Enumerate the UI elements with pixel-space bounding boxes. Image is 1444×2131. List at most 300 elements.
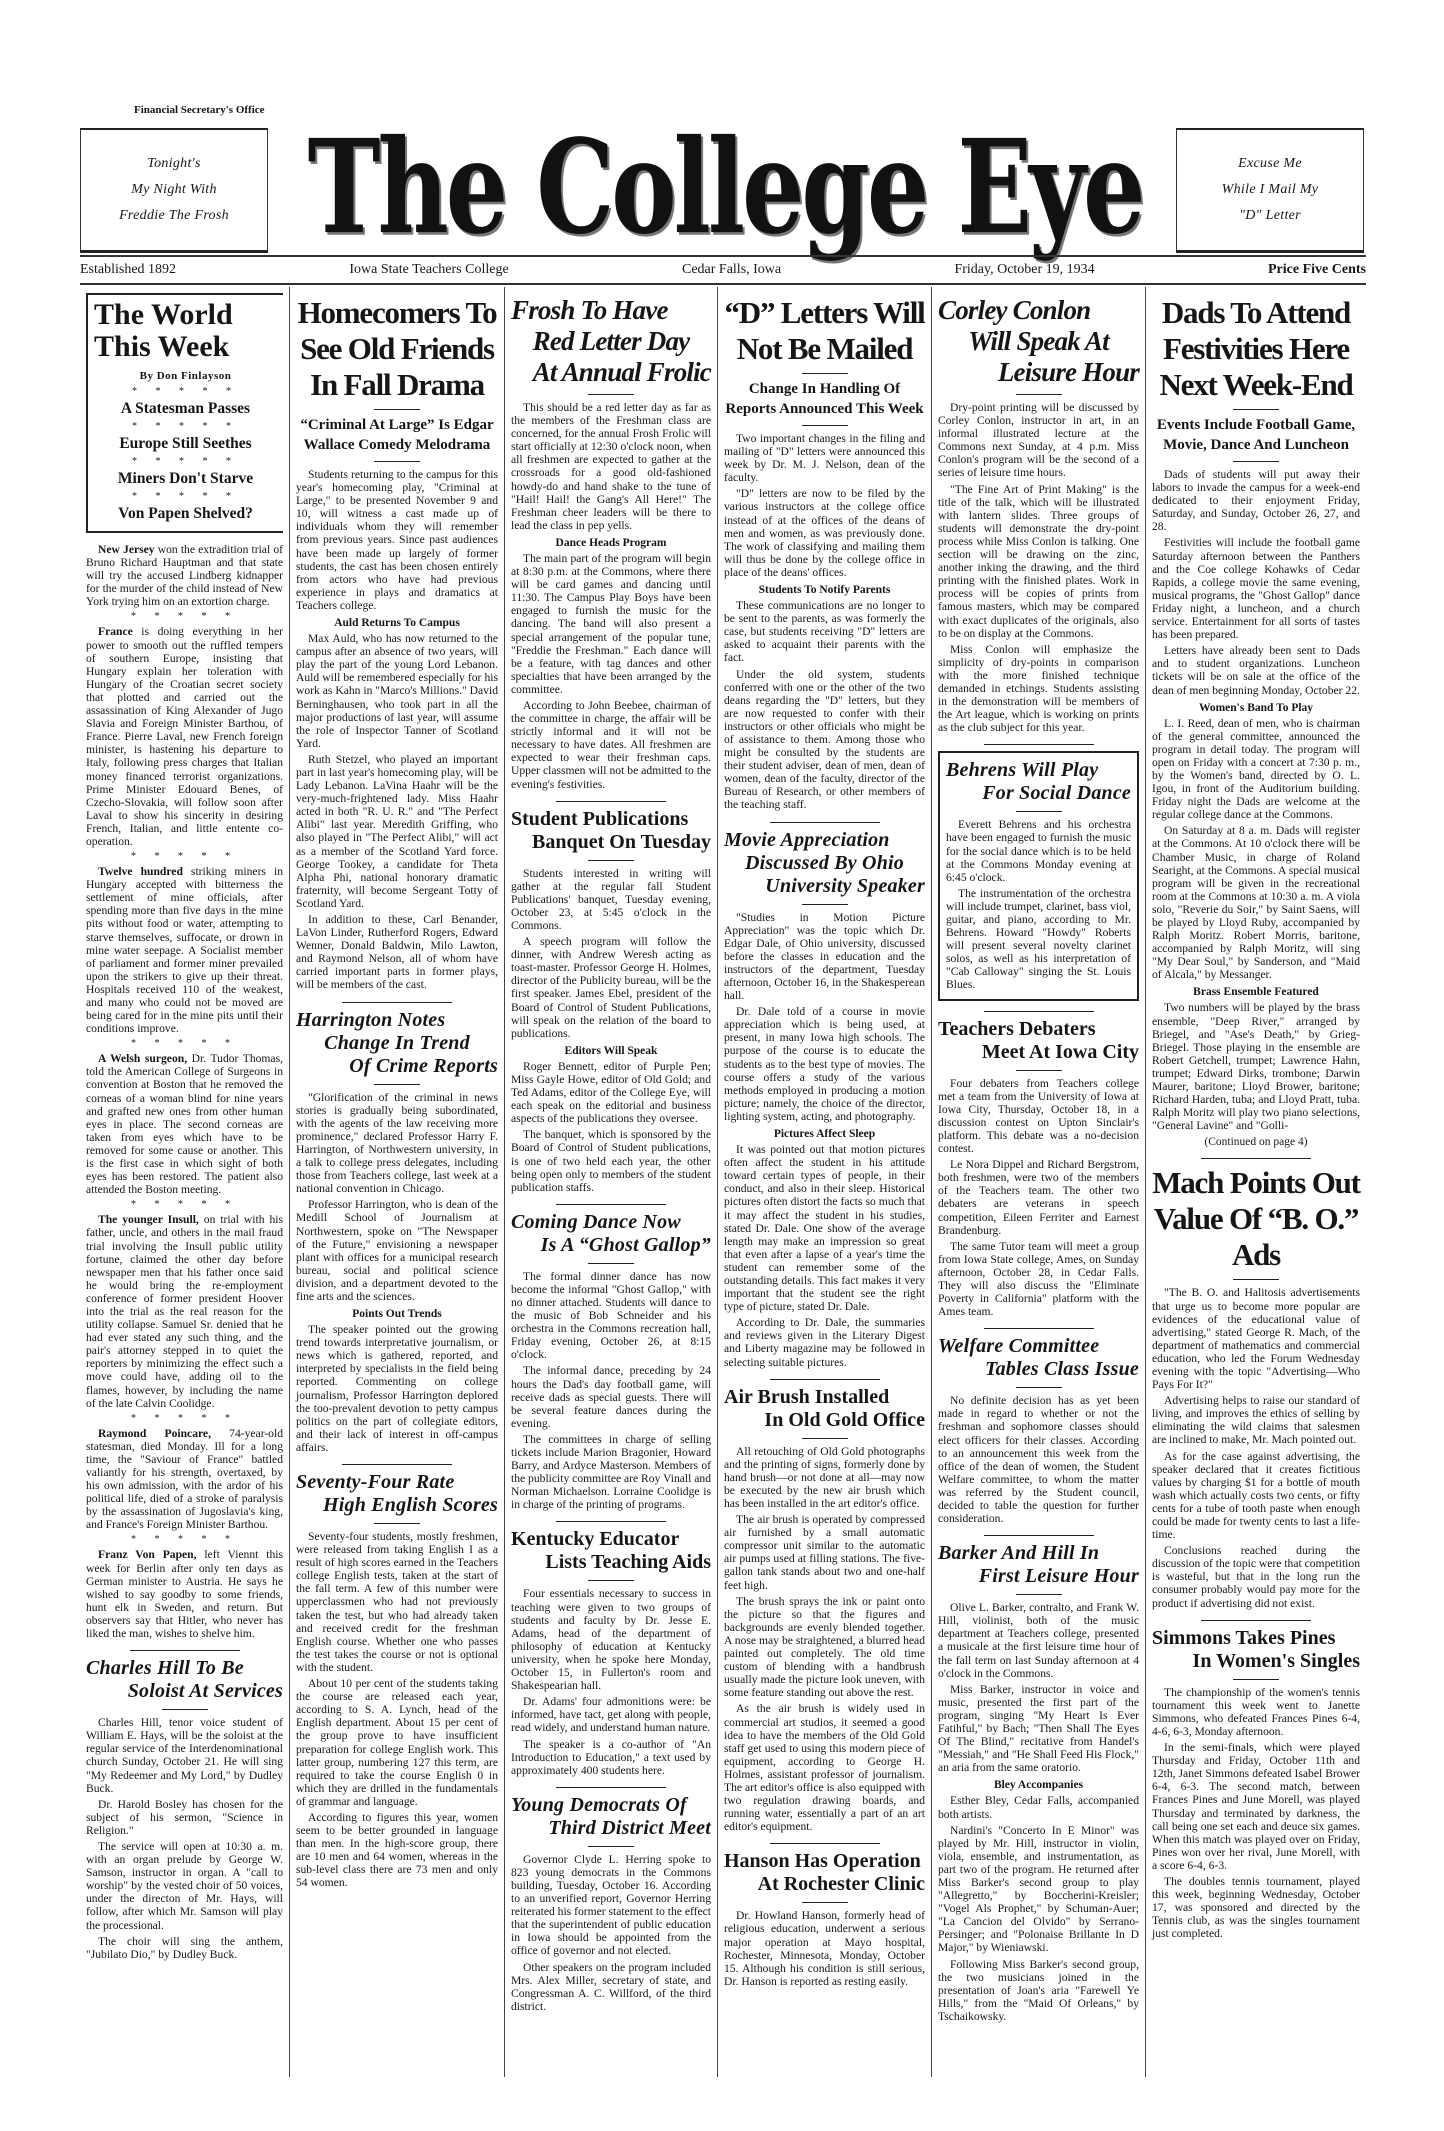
headline	[724, 829, 925, 898]
article	[1152, 1627, 1360, 1941]
paragraph	[1152, 1686, 1360, 1738]
star-separator: * * * * *	[132, 456, 239, 467]
paragraph-text: Dry-point printing will be discussed by Corley Conlon, instructor in art, in an informal illustrated lecture at the Commons next Sunday, at 4 p.m. Miss Conlon's program will be the second of a series of leisure time hours.	[938, 401, 1139, 480]
star-separator: * * * * *	[131, 1038, 238, 1050]
paragraph-text: Two numbers will be played by the brass ensemble, "Deep River," arranged by Briegel, and "Ase's Death," by Grieg-Briegel. Those playing in the ensemble are Robert Getchell, trumpet; Lawrence Hahn, trumpet; Edward Dirks, trombone; Darwin Maurer, baritone; Lloyd Brower, baritone; Richard Harden, tuba; and Lloyd Pratt, tuba. Ralph Moritz will play two piano selections, "General Lavine" and "Golli-	[1152, 1001, 1360, 1133]
paragraph	[724, 599, 925, 664]
ear-right-line: Excuse Me	[1238, 156, 1302, 171]
deck-headline: “Criminal At Large” Is Edgar Wallace Comedy Melodrama	[300, 417, 494, 453]
headline-rule	[1016, 1070, 1062, 1071]
headline	[1152, 295, 1360, 403]
column-1	[80, 287, 290, 2077]
paragraph	[1152, 1544, 1360, 1609]
article	[938, 1018, 1139, 1319]
article	[724, 1850, 925, 1988]
headline-line: Festivities Here	[1163, 331, 1349, 366]
headline	[86, 1657, 283, 1703]
paragraph-text: According to John Beebee, chairman of the committee in charge, the affair will be strictly informal and it will not be necessary to have dates. All freshmen are expected to wear their freshman caps. Upper classmen will not be admitted to the evening's festivities.	[511, 698, 711, 791]
headline	[938, 1542, 1139, 1588]
article	[296, 1471, 498, 1890]
paragraph-text: The choir will sing the anthem, "Jubilato Dio," by Dudley Buck.	[86, 1934, 283, 1961]
article-divider	[342, 1464, 452, 1465]
topic-item: Von Papen Shelved?	[118, 505, 253, 522]
paragraph-text: Letters have already been sent to Dads and to student organizations. Luncheon tickets will be on sale at the office of the dean of men beginning Monday, October 22.	[1152, 644, 1360, 697]
paragraph-text: "The B. O. and Halitosis advertisements that urge us to become more popular are evidences of the educational value of advertising," stated George R. Mach, of the department of mathematics and commercial education, who led the Forum Wednesday evening with the topic "Advertising—Who Pays For It?"	[1152, 1286, 1360, 1392]
headline-line: Frosh To Have	[511, 295, 668, 325]
paragraph-text: In addition to these, Carl Benander, LaVon Linder, Rutherford Rogers, Edward Wenner, Donald Baldwin, Milo Lawton, and Raymond Nelson, all of whom have carried important parts in former plays, will be members of the cast.	[296, 913, 498, 992]
paragraph-text: Four essentials necessary to success in teaching were given to two groups of students and faculty by Dr. Jesse E. Adams, head of the department of philosophy of education at Kentucky university, when he spoke here Monday, October 15, in Fullerton's room and Shakespearian hall.	[511, 1587, 711, 1693]
paragraph	[938, 1394, 1139, 1525]
paragraph-lead: The younger Insull,	[98, 1213, 199, 1227]
headline-rule	[802, 373, 848, 374]
paragraph-text: Governor Clyde L. Herring spoke to 823 young democrats in the Commons building, Tuesday, October 16. According to an unverified report, Governor Herring reiterated his former statement to the effect that the superintendent of public education in Iowa should be appointed from the office of governor and not elected.	[511, 1852, 712, 1958]
paragraph	[1152, 644, 1360, 696]
paragraph	[1152, 1875, 1360, 1940]
deck-rule	[1233, 461, 1279, 462]
article	[938, 1542, 1139, 2023]
paragraph	[296, 1198, 498, 1303]
subheading: Women's Band To Play	[1198, 701, 1314, 714]
article	[511, 1528, 711, 1776]
ear-right-line: While I Mail My	[1221, 182, 1319, 197]
headline-line: Harrington Notes	[296, 1008, 446, 1031]
headline	[724, 295, 925, 367]
paragraph	[946, 818, 1131, 883]
paragraph	[86, 543, 283, 608]
paragraph	[86, 625, 283, 848]
paragraph-text: These communications are no longer to be sent to the parents, as was formerly the case, but students receiving "D" letters are asked to acquaint their parents with the fact.	[724, 599, 925, 665]
paragraph-text: Dr. Adams' four admonitions were: be informed, have tact, get along with people, read widely, and understand human nature.	[511, 1695, 711, 1735]
headline-line: For Social Dance	[982, 782, 1131, 805]
paragraph-text: A speech program will follow the dinner, with Andrew Weresh acting as toast-master. Professor George H. Holmes, director of the Publicity bureau, will be the first speaker. James Ebel, president of the Board of Control of Student Publications, will speak on the relation of the board to publications.	[511, 935, 711, 1040]
paragraph-text: Following Miss Barker's second group, the two musicians joined in the presentation of Joan's aria "Farewell Ye Hills," from the "Maid Of Orleans," by Tschaikowsky.	[938, 1957, 1139, 2023]
star-separator: * * * * *	[131, 1199, 238, 1211]
paragraph-text: The banquet, which is sponsored by the Board of Control of Student publications, is one of two held each year, the other being open only to members of the student publication staffs.	[511, 1128, 711, 1194]
paragraph-text: L. I. Reed, dean of men, who is chairman of the general committee, announced the program in detail today. The program will open on Friday with a concert at 7:30 p. m., by the Women's band, directed by O. L. Igou, in front of the Auditorium building. Friday night the Dads are welcome at the regular college dance at the Commons.	[1152, 716, 1360, 822]
paragraph-lead: Twelve hundred	[98, 865, 183, 879]
paragraph-text: "D" letters are now to be filed by the various instructors at the college office instead of at the offices of the deans of men and women, as was previously done. The work of classifying and mailing them will thus be done by the college office in place of the deans' offices.	[724, 487, 925, 579]
paragraph-text: It was pointed out that motion pictures often affect the student in his attitude toward certain types of people, in their conduct, and also in their sleep. Historical pictures often distort the facts so much that it may affect the student in his studies, stated Dr. Dale. One show of the average length may make an impression so great that even after a lapse of a year's time the student can remember some of the outstanding details. This fact makes it very important that the student see the right type of picture, stated Dr. Dale.	[724, 1143, 925, 1314]
paragraph	[938, 401, 1139, 480]
article-divider	[984, 1535, 1094, 1536]
paragraph-text: The instrumentation of the orchestra will include trumpet, clarinet, bass viol, guitar, and piano, according to Mr. Behrens. Howard "Howdy" Roberts will present several novelty clarinet solos, as well as his interpretation of "Cab Calloway" singing the St. Louis Blues.	[946, 886, 1131, 992]
article-divider	[984, 744, 1094, 745]
paragraph	[1152, 717, 1360, 822]
paragraph	[296, 1811, 498, 1890]
headline	[296, 1009, 498, 1078]
article	[511, 295, 711, 791]
article	[511, 808, 711, 1194]
headline-rule	[1233, 409, 1279, 410]
article	[724, 1386, 925, 1834]
topic-item: Europe Still Seethes	[119, 435, 252, 452]
paragraph-text: Professor Harrington, who is dean of the Medill School of Journalism at Northwestern, spoke on "The Newspaper of the Future," envisioning a newspaper plant with offices for a municipal research bureau, social and political science division, and a department devoted to the fine arts and the sciences.	[296, 1198, 498, 1303]
paragraph	[724, 1595, 925, 1700]
paragraph	[938, 1601, 1139, 1680]
headline-line: Air Brush Installed	[724, 1385, 890, 1408]
paragraph	[296, 1323, 498, 1454]
headline-line: Next Week-End	[1159, 367, 1353, 402]
price: Price Five Cents	[1268, 262, 1366, 277]
subheading: Brass Ensemble Featured	[1193, 986, 1319, 999]
paragraph	[296, 1091, 498, 1196]
ear-left-line: Tonight's	[147, 156, 201, 171]
paragraph	[511, 1270, 711, 1362]
paragraph-lead: Raymond Poincare,	[98, 1426, 211, 1440]
paragraph-text: on trial with his father, uncle, and others in the mail fraud trial involving the Insull public utility fortune, claimed the other day before newspaper men that his father once said he would bring the re-employment conference of former president Hoover into the trial as the real reason for the utility collapse. Samuel Sr. denied that he had ever stated any such thing, and the pair's attorney stepped in to quiet the reporters by minimizing the effect such a move could have, adding oil to the flames, however, by including the name of the late Calvin Coolidge.	[86, 1213, 283, 1410]
headline-rule	[1233, 1279, 1279, 1280]
headline-line: High English Scores	[323, 1494, 498, 1516]
article-divider	[130, 1650, 240, 1651]
paragraph	[86, 1548, 283, 1640]
headline-line: Student Publications	[511, 807, 689, 830]
paragraph	[86, 1798, 283, 1837]
headline-rule	[1016, 1387, 1062, 1388]
headline-line: Tables Class Issue	[984, 1358, 1139, 1381]
article-divider	[984, 1328, 1094, 1329]
headline-line: At Annual Frolic	[532, 357, 711, 387]
paragraph	[511, 1364, 711, 1429]
paragraph-text: Miss Conlon will emphasize the simplicity of dry-points in comparison with the more finished technique demanded in etchings. Students assisting in the demonstration will be members of the Art league, which is working on prints as the club subject for this year.	[938, 642, 1139, 735]
headline	[1152, 1627, 1360, 1673]
headline-rule	[588, 1580, 634, 1581]
headline-rule	[374, 1523, 420, 1524]
article	[86, 293, 283, 1640]
article-divider	[1201, 1620, 1311, 1621]
headline-rule	[162, 1709, 208, 1710]
paragraph-text: This should be a red letter day as far as the members of the Freshman class are concerned, for the annual Frosh Frolic will start officially at 12:30 o'clock noon, when all freshmen are expected to gather at the crossroads for a good old-fashioned howdy-do and hand shake to the tune of "Hail! Hail! the Gang's All Here!" The Freshman cheer leaders will be there to lead the class in pep yells.	[511, 401, 711, 532]
headline-line: Movie Appreciation	[724, 828, 890, 851]
paragraph	[86, 1052, 283, 1196]
byline: By Don Finlayson	[139, 370, 232, 382]
continued-notice: (Continued on page 4)	[1204, 1136, 1308, 1149]
paragraph	[724, 1143, 925, 1313]
paragraph	[511, 1738, 711, 1777]
headline	[938, 295, 1139, 388]
article-divider	[556, 1204, 666, 1205]
paragraph-text: Under the old system, students conferred with one or the other of the two deans regarding the "D" letters, but they are now requested to confer with their instructors or other officials who might be of assistance to them. Among those who might be consulted by the students are their student adviser, dean of men, dean of women, dean of the faculty, director of the Bureau of Research, or other members of the teaching staff.	[724, 667, 925, 812]
dateline-bar	[80, 255, 1366, 285]
paragraph	[724, 911, 925, 1003]
headline-rule	[588, 394, 634, 395]
paragraph-text: striking miners in Hungary accepted with bitterness the settlement of mine officials, after spending more than five days in the mine pits without food or water, attempting to starve themselves, suffocate, or drown in mine water seepage. A Socialist member of parliament and former miner prevailed upon the strikers to give up their threat. Hospitals received 110 of the weakest, and many who could not be moved are being cared for in the mine pits until their conditions improve.	[86, 865, 283, 1036]
article-divider	[770, 822, 880, 823]
paragraph	[1152, 1394, 1360, 1446]
paragraph	[724, 1513, 925, 1592]
paragraph-text: As for the case against advertising, the speaker declared that it creates fictitious values by charging $1 for a bottle of mouth wash which actually costs two cents, or fifty cents for a tube of tooth paste when enough could be made for twenty cents to last a life-time.	[1152, 1449, 1360, 1542]
paragraph-text: The brush sprays the ink or paint onto the picture so that the figures and backgrounds are evenly blended together. A nose may be straightened, a blurred head painted out completely. The old time custom of blending with a handbrush usually made the picture look uneven, with some feature standing out above the rest.	[724, 1594, 925, 1700]
paragraph	[938, 643, 1139, 735]
headline-rule	[1016, 394, 1062, 395]
headline	[938, 1335, 1139, 1381]
subheading: Pictures Affect Sleep	[773, 1128, 876, 1141]
article	[938, 751, 1139, 1000]
paragraph-text: Dads of students will put away their labors to invade the campus for a week-end dedicated to their enjoyment Friday, Saturday, and Sunday, October 26, 27, and 28.	[1152, 468, 1360, 534]
paragraph-text: Students interested in writing will gather at the regular fall Student Publications' banquet, Tuesday evening, October 23, at 5:45 o'clock in the Commons.	[511, 866, 711, 932]
article-divider	[770, 1843, 880, 1844]
paragraph-text: Seventy-four students, mostly freshmen, were released from taking English I as a result of high scores earned in the Teachers college English tests, taken at the start of the fall term. A few of this number were upperclassmen who had not previously taken the test, but who had already taken and received credit for the freshman English course. Whether one who passes the test takes the course or not is optional with the student.	[296, 1530, 498, 1674]
paragraph-lead: New Jersey	[98, 543, 155, 556]
article	[724, 829, 925, 1369]
paragraph	[511, 935, 711, 1040]
article	[296, 1009, 498, 1454]
paragraph-text: Esther Bley, Cedar Falls, accompanied both artists.	[938, 1794, 1139, 1821]
headline	[296, 1471, 498, 1517]
paragraph	[1152, 468, 1360, 533]
paragraph-text: Le Nora Dippel and Richard Bergstrom, both freshmen, were two of the members of the Teachers team. The other two debaters are veterans in speech competition, Eileen Ferriter and Earnest Brandenburg.	[938, 1158, 1139, 1237]
headline-line: The World	[94, 298, 233, 331]
headline-line: First Leisure Hour	[978, 1565, 1139, 1588]
paragraph-text: The doubles tennis tournament, played this week, beginning Wednesday, October 17, was sponsored and directed by the Tennis club, as was the singles tournament just completed.	[1152, 1874, 1360, 1941]
article-divider	[770, 1379, 880, 1380]
column-3	[505, 287, 718, 2077]
paragraph-text: The main part of the program will begin at 8:30 p.m. at the Commons, where there will be card games and dancing until 11:30. The Campus Play Boys have been engaged to furnish the music for the dancing. The band will also present a special arrangement of the popular tune, "Freddie the Freshman." Each dance will be a feature, with tag dances and other specialties that have been arranged by the committee.	[511, 551, 711, 696]
paragraph	[296, 1677, 498, 1808]
headline-line: Seventy-Four Rate	[296, 1471, 455, 1493]
paragraph	[511, 1433, 711, 1512]
paragraph	[296, 1530, 498, 1674]
headline	[511, 1794, 711, 1840]
headline-line: In Women's Singles	[1192, 1649, 1360, 1672]
subheading: Dance Heads Program	[555, 536, 667, 549]
paragraph	[296, 468, 498, 612]
article	[1152, 295, 1360, 1148]
headline-line: Change In Trend	[324, 1031, 470, 1054]
ear-left	[80, 128, 268, 253]
headline-line: University Speaker	[765, 874, 925, 897]
headline-line: Young Democrats Of	[511, 1793, 687, 1816]
headline	[511, 808, 711, 854]
headline-line: Teachers Debaters	[938, 1017, 1096, 1040]
headline-rule	[802, 904, 848, 905]
paragraph-text: The formal dinner dance has now become the informal "Ghost Gallop," with no dinner attached. Students will dance to the music of Bob Schneider and his orchestra in the Commons recreation hall, Friday evening, October 26, at 8:15 o'clock.	[511, 1269, 711, 1362]
location: Cedar Falls, Iowa	[681, 262, 782, 277]
paragraph-text: Max Auld, who has now returned to the campus after an absence of two years, will play the part of the young Lord Lebanon. Auld will be remembered especially for his work as Kahn in "Marco's Millions." David Berninghausen, who took part in all the major productions of last year, will assume the role of Inspector Tanner of Scotland Yard.	[296, 632, 498, 750]
ear-left-line: My Night With	[131, 182, 217, 197]
paragraph	[938, 1077, 1139, 1156]
paragraph-text: "The Fine Art of Print Making" is the title of the talk, which will be illustrated with lantern slides. Three groups of students will demonstrate the dry-point process while Miss Conlon is talking. One section will be drawing on the zinc, another inking the drawing, and the third printing with the finished plates. Work in process will be copies of prints from famous masters, which may be compared with exact duplicates of the originals, also to be on display at the Commons.	[938, 482, 1139, 640]
headline	[296, 295, 498, 403]
paragraph	[296, 753, 498, 910]
paragraph	[86, 1935, 283, 1961]
paragraph-text: The championship of the women's tennis tournament this week went to Janette Simmons, who defeated Frances Pines 6-4, 4-6, 6-3, Monday afternoon.	[1152, 1685, 1360, 1738]
headline-line: Of Crime Reports	[349, 1054, 498, 1077]
deck-rule	[374, 461, 420, 462]
paragraph-text: In the semi-finals, which were played Thursday and Friday, October 11th and 12th, Janet Simmons defeated Isabel Brower 6-4, 6-3. The second match, between Frances Pines and June Morell, was played Thursday and terminated by darkness, the call being one set each and deuce six games. When this match was played over on Friday, Pines won over her rival, June Morell, with a score 6-4, 6-3.	[1152, 1741, 1360, 1872]
ear-right-line: "D" Letter	[1239, 208, 1301, 223]
established: Established 1892	[80, 262, 177, 277]
headline-line: Not Be Mailed	[736, 331, 913, 366]
paragraph-text: Ruth Stetzel, who played an important part in last year's homecoming play, will be Lady Lebanon. LaVina Haahr will be the very-much-frightened lady. Miss Haahr acted in both "R. U. R." and "The Perfect Alibi" last year. Meredith Griffing, who also played in "The Perfect Alibi," will act as a member of the Scotland Yard force. George Tookey, a candidate for Theta Alpha Phi, national honorary dramatic fraternity, will become Sergeant Totty of Scotland Yard.	[296, 752, 498, 910]
paragraph-text: No definite decision has as yet been made in regard to whether or not the freshman and sophomore classes should elect officers for their classes. According to an announcement this week from the office of the dean of women, the Student Welfare committee, to whom the matter was referred by the Student council, decided to table the question for further consideration.	[938, 1394, 1139, 1526]
article	[724, 295, 925, 812]
headline-rule	[802, 1438, 848, 1439]
star-separator: * * * * *	[131, 851, 238, 863]
headline-line: Soloist At Services	[127, 1680, 283, 1703]
paragraph-text: The informal dance, preceding by 24 hours the Dad's day football game, will receive dads as special guests. There will be several feature dances during the evening.	[511, 1364, 711, 1430]
star-separator: * * * * *	[132, 386, 239, 397]
paragraph-text: Students returning to the campus for this year's homecoming play, "Criminal at Large," to be presented November 9 and 10, will witness a cast made up of individuals whom they will remember from previous years. Since past audiences have been made up largely of former students, the cast has been chosen entirely from actors who have had previous experience in plays and dramatics at Teachers college.	[296, 468, 498, 612]
headline-rule	[588, 1263, 634, 1264]
paragraph-text: 74-year-old statesman, died Monday. Ill for a long time, the "Saviour of France" battled valiantly for his strength, overtaxed, by his own admission, with the ardor of his political life, died of a stroke of paralysis by the assassination of Jugoslavia's king, and France's Foreign Minister Barthou.	[86, 1426, 283, 1532]
star-separator: * * * * *	[131, 611, 238, 623]
column-4	[718, 287, 932, 2077]
paragraph	[724, 1909, 925, 1988]
paragraph-text: Charles Hill, tenor voice student of William E. Hays, will be the soloist at the regular service of the Interdenominational church Sunday, October 21. He will sing "My Redeemer and My Lord," by Dudley Buck.	[86, 1716, 283, 1795]
headline-line: Discussed By Ohio	[745, 851, 904, 874]
news-columns	[80, 287, 1366, 2077]
headline-line: Banquet On Tuesday	[532, 830, 711, 853]
headline-rule	[1016, 811, 1062, 812]
paragraph	[511, 1128, 711, 1193]
paragraph	[946, 887, 1131, 992]
article-divider	[556, 1787, 666, 1788]
paragraph	[938, 1158, 1139, 1237]
paragraph	[511, 1853, 711, 1958]
paragraph	[511, 401, 711, 532]
paragraph-text: All retouching of Old Gold photographs and the printing of signs, formerly done by hand brush—or not done at all—may now be executed by the new air brush which has been installed in the art editor's office.	[724, 1444, 925, 1510]
headline-rule	[802, 1902, 848, 1903]
article-divider	[984, 1011, 1094, 1012]
paragraph-text: Festivities will include the football game Saturday afternoon between the Panthers and the Coe college Kohawks of Cedar Rapids, a college movie the same evening, musical programs, the "Ghost Gallop" dance Friday night, a luncheon, and a church service. Entertainment for all sorts of tastes has been prepared.	[1152, 536, 1360, 642]
paragraph	[511, 1695, 711, 1734]
paragraph	[511, 699, 711, 791]
star-separator: * * * * *	[131, 1412, 238, 1424]
paragraph-text: The speaker is a co-author of "An Introduction to Education," a text used by approximately 400 students here.	[511, 1737, 711, 1777]
headline-line: Value Of “B. O.” Ads	[1153, 1201, 1359, 1273]
article	[1152, 1165, 1360, 1609]
paragraph	[1152, 1001, 1360, 1132]
headline-line: Corley Conlon	[938, 295, 1091, 325]
headline-line: Behrens Will Play	[946, 759, 1099, 782]
issue-date: Friday, October 19, 1934	[954, 262, 1095, 277]
paragraph-lead: France	[98, 625, 133, 639]
paragraph-text: Conclusions reached during the discussion of the topic were that competition is wasteful, but that in the long run the consumer probably would pay more for the product if advertising did not exist.	[1152, 1544, 1360, 1610]
paragraph-text: About 10 per cent of the students taking the course are released each year, according to S. A. Lynch, head of the English department. About 15 per cent of the group prove to have insufficient preparation for college English work. This latter group, numbering 127 this term, are required to take the course English 0 in which they are drilled in the fundamentals of grammar and language.	[296, 1677, 498, 1808]
paragraph-text: Dr. Howland Hanson, formerly head of religious education, underwent a serious major operation at Mayo hospital, Rochester, Minnesota, Monday, October 15. Although his condition is still serious, Dr. Hanson is reported as resting easily.	[724, 1909, 925, 1988]
paragraph-text: Olive L. Barker, contralto, and Frank W. Hill, violinist, both of the music department at Teachers college, presented a musicale at the first leisure time hour of the fall term on last Sunday afternoon at 4 o'clock in the Commons.	[938, 1601, 1139, 1680]
world-this-week-box	[86, 293, 283, 533]
paragraph-text: The same Tutor team will meet a group from Iowa State college, Ames, on Sunday afternoon, October 28, in Cedar Falls. They will also discuss the "Eliminate Poverty in California" platform with the Ames team.	[938, 1239, 1139, 1319]
paragraph	[511, 552, 711, 696]
headline-line: In Old Gold Office	[764, 1408, 925, 1431]
paragraph	[86, 1716, 283, 1795]
subheading: Editors Will Speak	[564, 1044, 658, 1057]
subheading: Students To Notify Parents	[758, 584, 891, 597]
column-2	[290, 287, 505, 2077]
paragraph-text: The committees in charge of selling tickets include Marion Bragonier, Howard Barry, and Ardyce Masterson. Members of the publicity committee are Roy Vinall and Norman Michaelson. Lorraine Coolidge is in charge of the printing of programs.	[511, 1432, 711, 1512]
subheading: Auld Returns To Campus	[334, 617, 460, 630]
paragraph-text: Roger Bennett, editor of Purple Pen; Miss Gayle Howe, editor of Old Gold; and Ted Adams, editor of the College Eye, will each speak on the editorial and business aspects of the publications they oversee.	[511, 1059, 711, 1126]
paragraph	[1152, 1741, 1360, 1872]
deck-rule	[802, 425, 848, 426]
article	[938, 295, 1139, 734]
headline	[938, 1018, 1139, 1064]
article-divider	[342, 1002, 452, 1003]
paragraph	[1152, 824, 1360, 981]
paragraph	[938, 483, 1139, 640]
paragraph	[296, 632, 498, 750]
headline-rule	[1016, 1594, 1062, 1595]
paragraph-text: On Saturday at 8 a. m. Dads will register at the Commons. At 10 o'clock there will be Chamber Music, in charge of Roland Searight, at the Commons. A special musical program will be given in the recreational room at the Commons at 10:30 a. m. A viola solo, "Reverie du Soir," by Saint Saens, will be played by Lloyd Ruby, accompanied by Ralph Moritz. Robert Morris, baritone, accompanied by Ralph Moritz, will sing "My Dear Soul," by Sanderson, and "Maid of Alcala," by Messanger.	[1152, 824, 1360, 982]
column-6	[1146, 287, 1366, 2077]
headline-line: “D” Letters Will	[724, 295, 925, 330]
paragraph	[296, 913, 498, 992]
paragraph-lead: A Welsh surgeon,	[98, 1052, 188, 1066]
paragraph	[938, 1794, 1139, 1820]
headline-line: Third District Meet	[548, 1816, 711, 1839]
paragraph	[511, 1587, 711, 1692]
article	[938, 1335, 1139, 1525]
ear-right	[1176, 128, 1364, 253]
headline-line: Barker And Hill In	[938, 1542, 1100, 1565]
headline-line: Is A “Ghost Gallop”	[540, 1233, 711, 1256]
paragraph	[938, 1683, 1139, 1775]
paragraph	[724, 1005, 925, 1123]
paragraph	[1152, 536, 1360, 641]
paragraph-text: "Glorification of the criminal in news stories is gradually being subordinated, with the agents of the law receiving more prominence," declared Professor Harry F. Harrington, of Northwestern university, in a talk to college press delegates, including those from Teachers college, last week at a national convention in Chicago.	[296, 1090, 498, 1196]
paragraph-text: Dr. Dale told of a course in movie appreciation which is being used, at present, in many Iowa high schools. The purpose of the course is to educate the students as to the best type of movies. The course offers a study of the various methods employed in producing a motion picture; namely, the choice of the director, lighting system, acting, and photography.	[724, 1005, 925, 1123]
headline-rule	[374, 409, 420, 410]
financial-office-note: Financial Secretary's Office	[134, 104, 265, 116]
paragraph	[724, 1316, 925, 1368]
headline	[511, 295, 711, 388]
topic-item: Miners Don't Starve	[117, 470, 254, 487]
article-divider	[556, 801, 666, 802]
article	[511, 1211, 711, 1512]
headline-line: Hanson Has Operation	[724, 1850, 921, 1873]
paragraph-text: "Studies in Motion Picture Appreciation" was the topic which Dr. Edgar Dale, of Ohio university, discussed before the classes in education and the instructors of the department, Tuesday afternoon, October 16, in the Shakesperean hall.	[724, 910, 925, 1003]
headline-line: Homecomers To	[297, 295, 497, 330]
paragraph	[938, 1824, 1139, 1955]
paragraph-text: left Viennt this week for Berlin after only ten days as German minister to Austria. He says he wished to say goodby to some friends, hunt elk in Sweden, and return. But observers say that Hitler, who never has liked the man, wishes to shelve him.	[86, 1548, 283, 1641]
headline-line: Dads To Attend	[1161, 295, 1351, 330]
paragraph	[1152, 1286, 1360, 1391]
paragraph-text: The air brush is operated by compressed air furnished by a small automatic compressor unit similar to the automatic air pumps used at filling stations. The five-gallon tank stands about two and one-half feet high.	[724, 1513, 925, 1592]
headline-rule	[374, 1084, 420, 1085]
headline-rule	[588, 860, 634, 861]
headline-line: Welfare Committee	[938, 1335, 1100, 1358]
article	[86, 1657, 283, 1961]
headline	[724, 1850, 925, 1896]
article-divider	[556, 1521, 666, 1522]
article	[511, 1794, 711, 2013]
paragraph	[511, 867, 711, 932]
headline-line: Leisure Hour	[997, 357, 1139, 387]
star-separator: * * * * *	[132, 491, 239, 502]
subheading: Bley Accompanies	[993, 1779, 1084, 1792]
headline-rule	[588, 1846, 634, 1847]
headline-line: Will Speak At	[968, 326, 1109, 356]
paragraph-text: is doing everything in her power to smooth out the ruffled tempers of southern Europe, insisting that Hungary explain her toleration with Hungary of the Croatian secret society that plotted and carried out the assassination of King Alexander of Jugo Slavia and Foreign Minister Barthou, of France. Pierre Laval, new French foreign minister, is hastening his departure to Italy, following press charges that Italian money financed terrorist organizations. Prime Minister Edouard Benes, of Czecho-Slovakia, will follow soon after Laval to show his sincerity in desiring French, Italian, and little entente co-operation.	[86, 625, 283, 848]
paragraph	[724, 1445, 925, 1510]
paragraph	[724, 432, 925, 484]
headline-line: At Rochester Clinic	[757, 1873, 925, 1896]
paragraph-text: Miss Barker, instructor in voice and music, presented the first part of the program, singing "My Heart Is Ever Fatihful," by Bach; "Then Shall The Eyes Of The Blind," recitative from Handel's "Messiah," and "He Shall Feed His Flock," an aria from the same oratorio.	[938, 1682, 1139, 1775]
paragraph-text: The service will open at 10:30 a. m. with an organ prelude by George W. Samson, instructor in organ. A "call to worship" by the vested choir of 50 voices, under the directon of Mr. Hays, will follow, after which Mr. Samson will play the processional.	[86, 1839, 283, 1932]
newspaper-nameplate: The College Eye	[307, 112, 1143, 264]
headline	[724, 1386, 925, 1432]
paragraph	[724, 1702, 925, 1833]
paragraph	[938, 1958, 1139, 2023]
headline-line: Simmons Takes Pines	[1152, 1626, 1336, 1649]
subheading: Points Out Trends	[352, 1308, 442, 1321]
article-divider	[1201, 1158, 1311, 1159]
paragraph-text: According to figures this year, women seem to be better grounded in language than men. In the high-score group, there are 10 men and 64 women, whereas in the sub-level class there are 73 men and only 54 women.	[296, 1810, 498, 1890]
paragraph-text: Dr. Tudor Thomas, told the American College of Surgeons in convention at Boston that he removed the corneas of a woman blind for nine years and grafted new ones from other human eyes in place. The second corneas are taken from eyes which have to be removed for some cause or another. This is the first case in which sight of both eyes has been restored. The patient also attended the Boston meeting.	[86, 1052, 283, 1197]
headline-line: Red Letter Day	[532, 326, 690, 356]
headline-line: Charles Hill To Be	[86, 1657, 244, 1680]
